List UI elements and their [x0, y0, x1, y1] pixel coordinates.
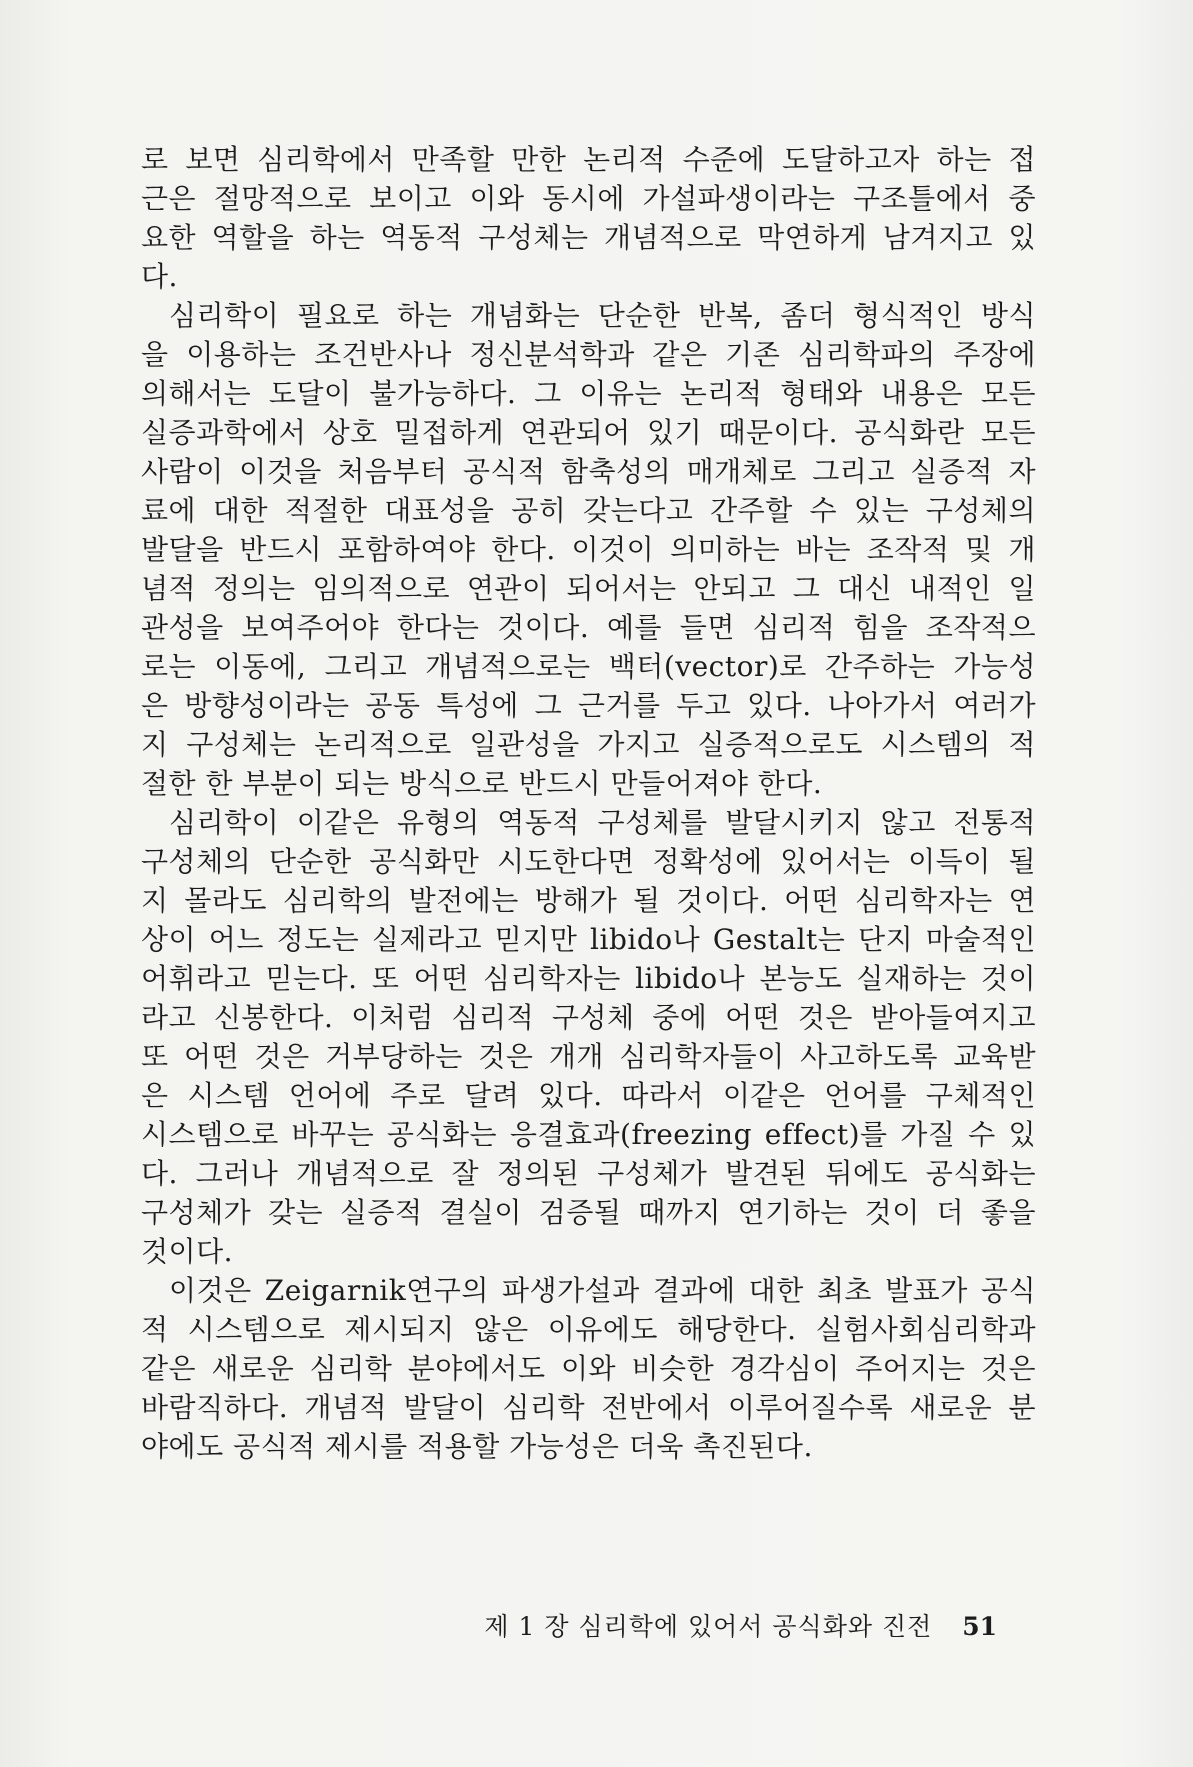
text-line: 것이다.: [141, 1235, 234, 1268]
text-line: 상이 어느 정도는 실제라고 믿지만 libido나 Gestalt는 단지 마술적인: [141, 923, 1036, 956]
text-line: 념적 정의는 임의적으로 연관이 되어서는 안되고 그 대신 내적인 일: [141, 572, 1036, 605]
text-line: 실증과학에서 상호 밀접하게 연관되어 있기 때문이다. 공식화란 모든: [141, 416, 1036, 449]
chapter-title: 제 1 장 심리학에 있어서 공식화와 진전: [484, 1612, 933, 1641]
body-text: [141, 140, 1036, 1466]
text-line: 심리학이 필요로 하는 개념화는 단순한 반복, 좀더 형식적인 방식: [169, 299, 1036, 332]
page-number: 51: [962, 1612, 997, 1641]
text-line: 야에도 공식적 제시를 적용할 가능성은 더욱 촉진된다.: [141, 1430, 813, 1463]
text-line: 다.: [141, 260, 178, 293]
text-line: 은 방향성이라는 공동 특성에 그 근거를 두고 있다. 나아가서 여러가: [141, 689, 1036, 722]
text-line: 을 이용하는 조건반사나 정신분석학과 같은 기존 심리학파의 주장에: [141, 338, 1036, 371]
text-line: 근은 절망적으로 보이고 이와 동시에 가설파생이라는 구조틀에서 중: [141, 182, 1036, 215]
text-line: 의해서는 도달이 불가능하다. 그 이유는 논리적 형태와 내용은 모든: [141, 377, 1036, 410]
text-line: 구성체가 갖는 실증적 결실이 검증될 때까지 연기하는 것이 더 좋을: [141, 1196, 1036, 1229]
text-line: 료에 대한 적절한 대표성을 공히 갖는다고 간주할 수 있는 구성체의: [141, 494, 1036, 527]
text-line: 심리학이 이같은 유형의 역동적 구성체를 발달시키지 않고 전통적: [169, 806, 1036, 839]
text-line: 다. 그러나 개념적으로 잘 정의된 구성체가 발견된 뒤에도 공식화는: [141, 1157, 1036, 1190]
text-line: 로 보면 심리학에서 만족할 만한 논리적 수준에 도달하고자 하는 접: [141, 143, 1036, 176]
text-line: 요한 역할을 하는 역동적 구성체는 개념적으로 막연하게 남겨지고 있: [141, 221, 1036, 254]
text-line: 발달을 반드시 포함하여야 한다. 이것이 의미하는 바는 조작적 및 개: [141, 533, 1036, 566]
text-line: 적 시스템으로 제시되지 않은 이유에도 해당한다. 실험사회심리학과: [141, 1313, 1036, 1346]
running-footer: [484, 1607, 997, 1643]
text-line: 관성을 보여주어야 한다는 것이다. 예를 들면 심리적 힘을 조작적으: [141, 611, 1036, 644]
text-line: 절한 한 부분이 되는 방식으로 반드시 만들어져야 한다.: [141, 767, 823, 800]
text-line: 이것은 Zeigarnik연구의 파생가설과 결과에 대한 최초 발표가 공식: [169, 1274, 1036, 1307]
text-line: 바람직하다. 개념적 발달이 심리학 전반에서 이루어질수록 새로운 분: [141, 1391, 1036, 1424]
text-line: 은 시스템 언어에 주로 달려 있다. 따라서 이같은 언어를 구체적인: [141, 1079, 1036, 1112]
text-line: 어휘라고 믿는다. 또 어떤 심리학자는 libido나 본능도 실재하는 것이: [141, 962, 1036, 995]
text-line: 지 몰라도 심리학의 발전에는 방해가 될 것이다. 어떤 심리학자는 연: [141, 884, 1036, 917]
text-line: 로는 이동에, 그리고 개념적으로는 백터(vector)로 간주하는 가능성: [141, 650, 1036, 683]
text-line: 사람이 이것을 처음부터 공식적 함축성의 매개체로 그리고 실증적 자: [141, 455, 1036, 488]
text-line: 같은 새로운 심리학 분야에서도 이와 비슷한 경각심이 주어지는 것은: [141, 1352, 1036, 1385]
text-line: 라고 신봉한다. 이처럼 심리적 구성체 중에 어떤 것은 받아들여지고: [141, 1001, 1036, 1034]
text-line: 구성체의 단순한 공식화만 시도한다면 정확성에 있어서는 이득이 될: [141, 845, 1036, 878]
text-line: 시스템으로 바꾸는 공식화는 응결효과(freezing effect)를 가질 수 있: [141, 1118, 1036, 1151]
text-line: 지 구성체는 논리적으로 일관성을 가지고 실증적으로도 시스템의 적: [141, 728, 1036, 761]
text-line: 또 어떤 것은 거부당하는 것은 개개 심리학자들이 사고하도록 교육받: [141, 1040, 1036, 1073]
